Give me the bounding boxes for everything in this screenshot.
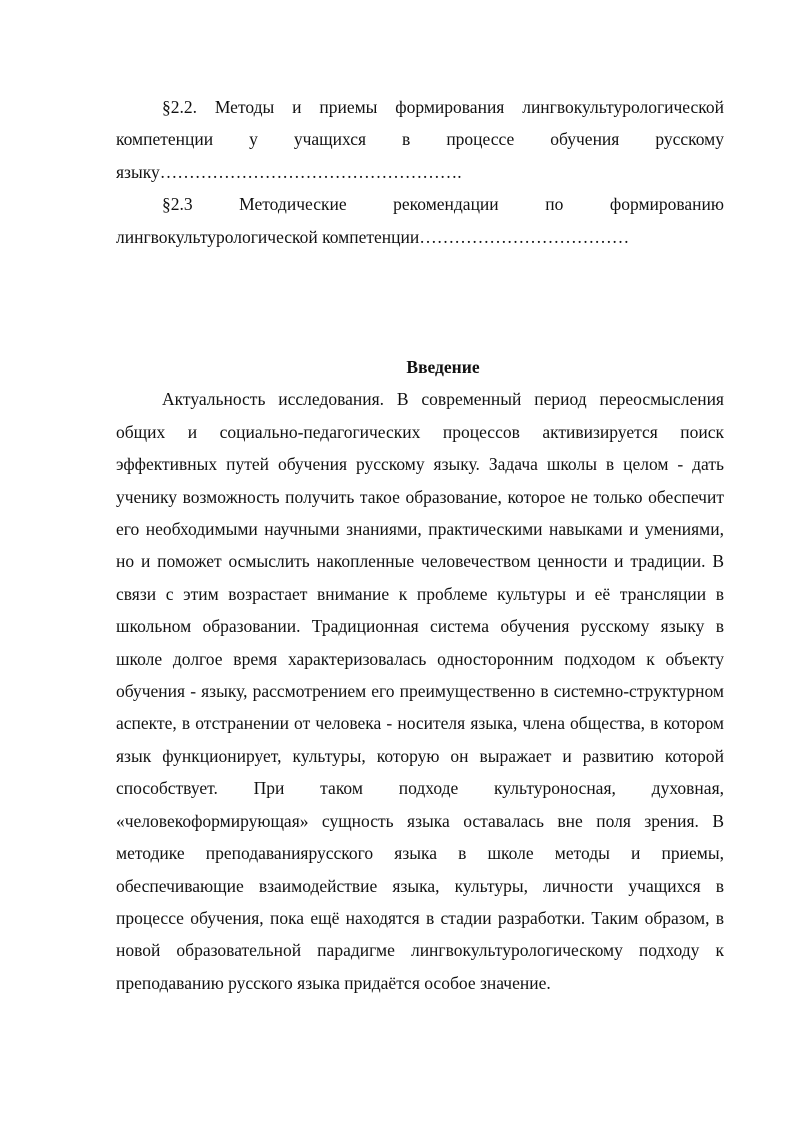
introduction-heading: Введение (406, 357, 480, 377)
introduction-paragraph: Актуальность исследования. В современный период переосмысления общих и социально-педагогических процессов активизируется поиск эффективных путей обучения русскому языку. Задача школы в целом - дать ученику возможность получить такое образование, которое не только обеспечит его необходимыми научными знаниями, практическими навыками и умениями, но и поможет осмыслить накопленные человечеством ценности и традиции. В связи с этим возрастает внимание к проблеме культуры и её трансляции в школьном образовании. Традиционная система обучения русскому языку в школе долгое время характеризовалась односторонним подходом к объекту обучения - языку, рассмотрением его преимущественно в системно-структурном аспекте, в отстранении от человека - носителя языка, члена общества, в котором язык функционирует, культуры, которую он выражает и развитию которой способствует. При таком подходе культуроносная, духовная, «человекоформирующая» сущность языка оставалась вне поля зрения. В методике преподаванияруcского языка в школе методы и приемы, обеспечивающие взаимодействие языка, культуры, личности учащихся в процессе обучения, пока ещё находятся в стадии разработки. Таким образом, в новой образовательной парадигме лингвокультурологическому подходу к преподаванию русского языка придаётся особое значение. (116, 389, 724, 993)
toc-item-2-2: §2.2. Методы и приемы формирования лингвокультурологической компетенции у учащихся в процессе обучения русскому языку……………………………………………. (116, 97, 724, 182)
introduction-section (116, 351, 724, 999)
table-of-contents (116, 91, 724, 253)
toc-item-2-3: §2.3 Методические рекомендации по формированию лингвокультурологической компетенции……………………………… (116, 194, 724, 247)
